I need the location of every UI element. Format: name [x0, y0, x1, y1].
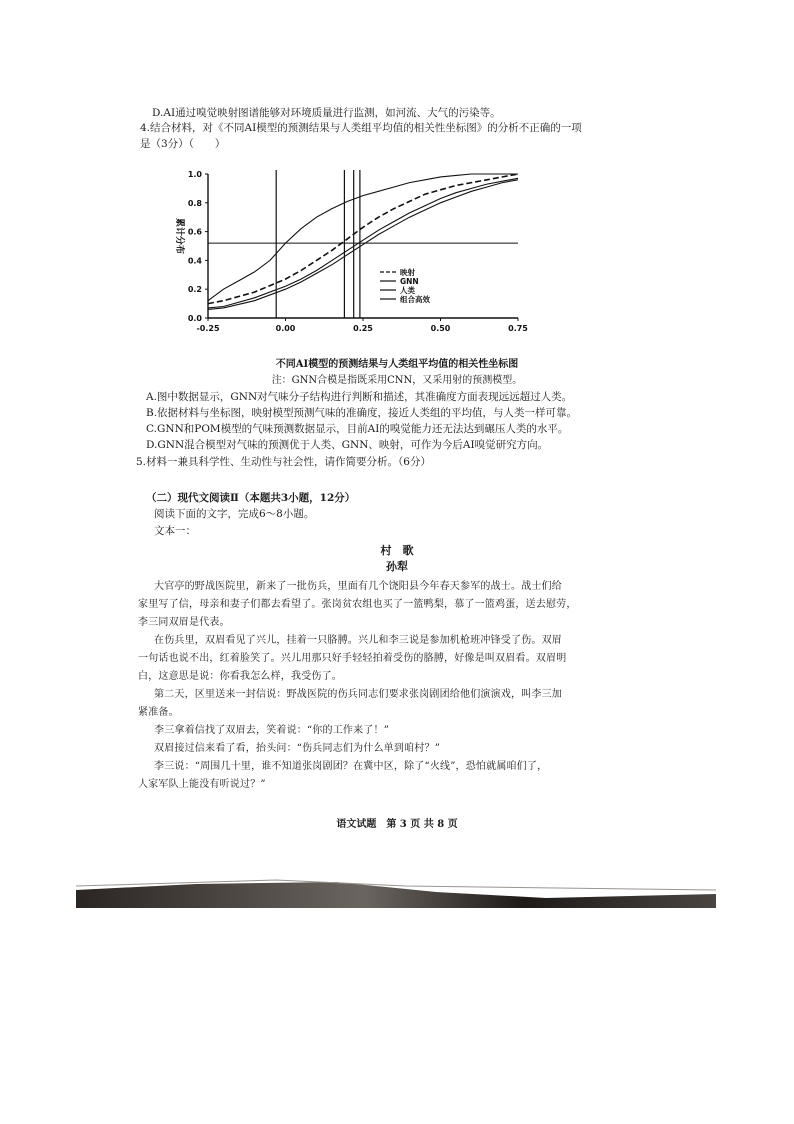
- chart-vertical-lines: [276, 170, 360, 318]
- paragraph-line: 一句话也说不出，红着脸笑了。兴儿用那只好手轻轻拍着受伤的胳膊，好像是叫双眉看。双眉明: [138, 653, 567, 664]
- y-tick-label: 0.0: [187, 314, 202, 323]
- story-author: 孙犁: [386, 560, 408, 573]
- y-tick-label: 0.4: [187, 256, 202, 266]
- option-d: D.GNN混合模型对气味的预测优于人类、GNN、映射，可作为今后AI嗅觉研究方向。: [146, 439, 549, 451]
- section-instruction: 阅读下面的文字，完成6～8小题。: [154, 508, 315, 520]
- text-label: 文本一：: [154, 525, 196, 537]
- paragraph-line: 第二天，区里送来一封信说：野战医院的伤兵同志们要求张岗剧团给他们演演戏，叫李三加: [154, 689, 562, 700]
- y-tick-label: 0.6: [187, 227, 202, 237]
- section-heading: （二）现代文阅读Ⅱ（本题共3小题，12分）: [146, 492, 356, 504]
- paragraph-line: 紧准备。: [138, 707, 179, 718]
- option-c: C.GNN和POM模型的气味预测数据显示，目前AI的嗅觉能力还无法达到碾压人类的水平。: [146, 423, 569, 435]
- question-4-line2: 是（3分）（ ）: [140, 138, 226, 150]
- chart-note: 注：GNN合模是指既采用CNN，又采用射的预测模型。: [271, 375, 523, 386]
- paragraph-line: 家里写了信，母亲和妻子们都去看望了。张岗贫农组也买了一篮鸭梨，慕了一篮鸡蛋，送去慰劳，: [138, 599, 577, 610]
- question-5: 5.材料一兼具科学性、生动性与社会性，请作简要分析。（6分）: [136, 456, 431, 468]
- legend-label: GNN: [400, 277, 419, 286]
- paragraph-line: 双眉接过信来看了看，抬头问：“伤兵同志们为什么单到咱村？”: [154, 743, 441, 754]
- question-4-line1: 4.结合材料，对《不同AI模型的预测结果与人类组平均值的相关性坐标图》的分析不正确的一项: [140, 122, 582, 134]
- x-tick-label: 0.00: [275, 324, 296, 333]
- option-a: A.图中数据显示，GNN对气味分子结构进行判断和描述，其准确度方面表现远远超过人类。: [146, 391, 573, 403]
- chart-legend: [380, 267, 430, 304]
- paragraph-line: 李三拿着信找了双眉去，笑着说：“你的工作来了！”: [154, 725, 390, 736]
- chart-y-axis-label: 累计分布: [174, 218, 184, 255]
- page-footer: 语文试题 第 3 页 共 8 页: [336, 819, 458, 830]
- chart-tick-labels: [188, 170, 528, 333]
- y-tick-label: 1.0: [187, 170, 202, 179]
- y-tick-label: 0.2: [187, 285, 202, 295]
- paragraph-line: 李三同双眉是代表。: [138, 617, 230, 628]
- y-tick-label: 0.8: [187, 198, 202, 208]
- legend-label: 映射: [400, 268, 415, 277]
- paragraph-line: 大官亭的野战医院里，新来了一批伤兵，里面有几个饶阳县今年春天参军的战士。战士们给: [154, 581, 562, 592]
- paragraph-line: 在伤兵里，双眉看见了兴儿，挂着一只胳膊。兴儿和李三说是参加机枪班冲锋受了伤。双眉: [154, 635, 562, 646]
- x-tick-label: 0.50: [430, 324, 451, 333]
- series-line: [208, 174, 518, 301]
- option-d-previous: D.AI通过嗅觉映射图谱能够对环境质量进行监测，如河流、大气的污染等。: [152, 107, 501, 119]
- x-tick-label: 0.25: [353, 324, 373, 333]
- legend-label: 人类: [400, 286, 415, 295]
- legend-label: 组合高效: [400, 295, 430, 304]
- correlation-chart: [168, 160, 548, 345]
- scan-shadow: [76, 872, 716, 908]
- option-b: B.依据材料与坐标图，映射模型预测气味的准确度，接近人类组的平均值，与人类一样可靠。: [146, 407, 578, 419]
- series-line: [208, 180, 518, 310]
- paragraph-line: 白，这意思是说：你看我怎么样，我受伤了。: [138, 671, 342, 682]
- chart-series: [208, 174, 518, 309]
- x-tick-label: 0.75: [508, 324, 528, 333]
- story-title: 村 歌: [380, 544, 414, 557]
- x-tick-label: -0.25: [196, 324, 220, 333]
- paragraph-line: 李三说：“周围几十里，谁不知道张岗剧团？在冀中区，除了“火线”，恐怕就属咱们了，: [154, 761, 548, 772]
- paragraph-line: 人家军队上能没有听说过？”: [138, 779, 266, 790]
- series-line: [208, 174, 518, 304]
- chart-title: 不同AI模型的预测结果与人类组平均值的相关性坐标图: [275, 359, 519, 370]
